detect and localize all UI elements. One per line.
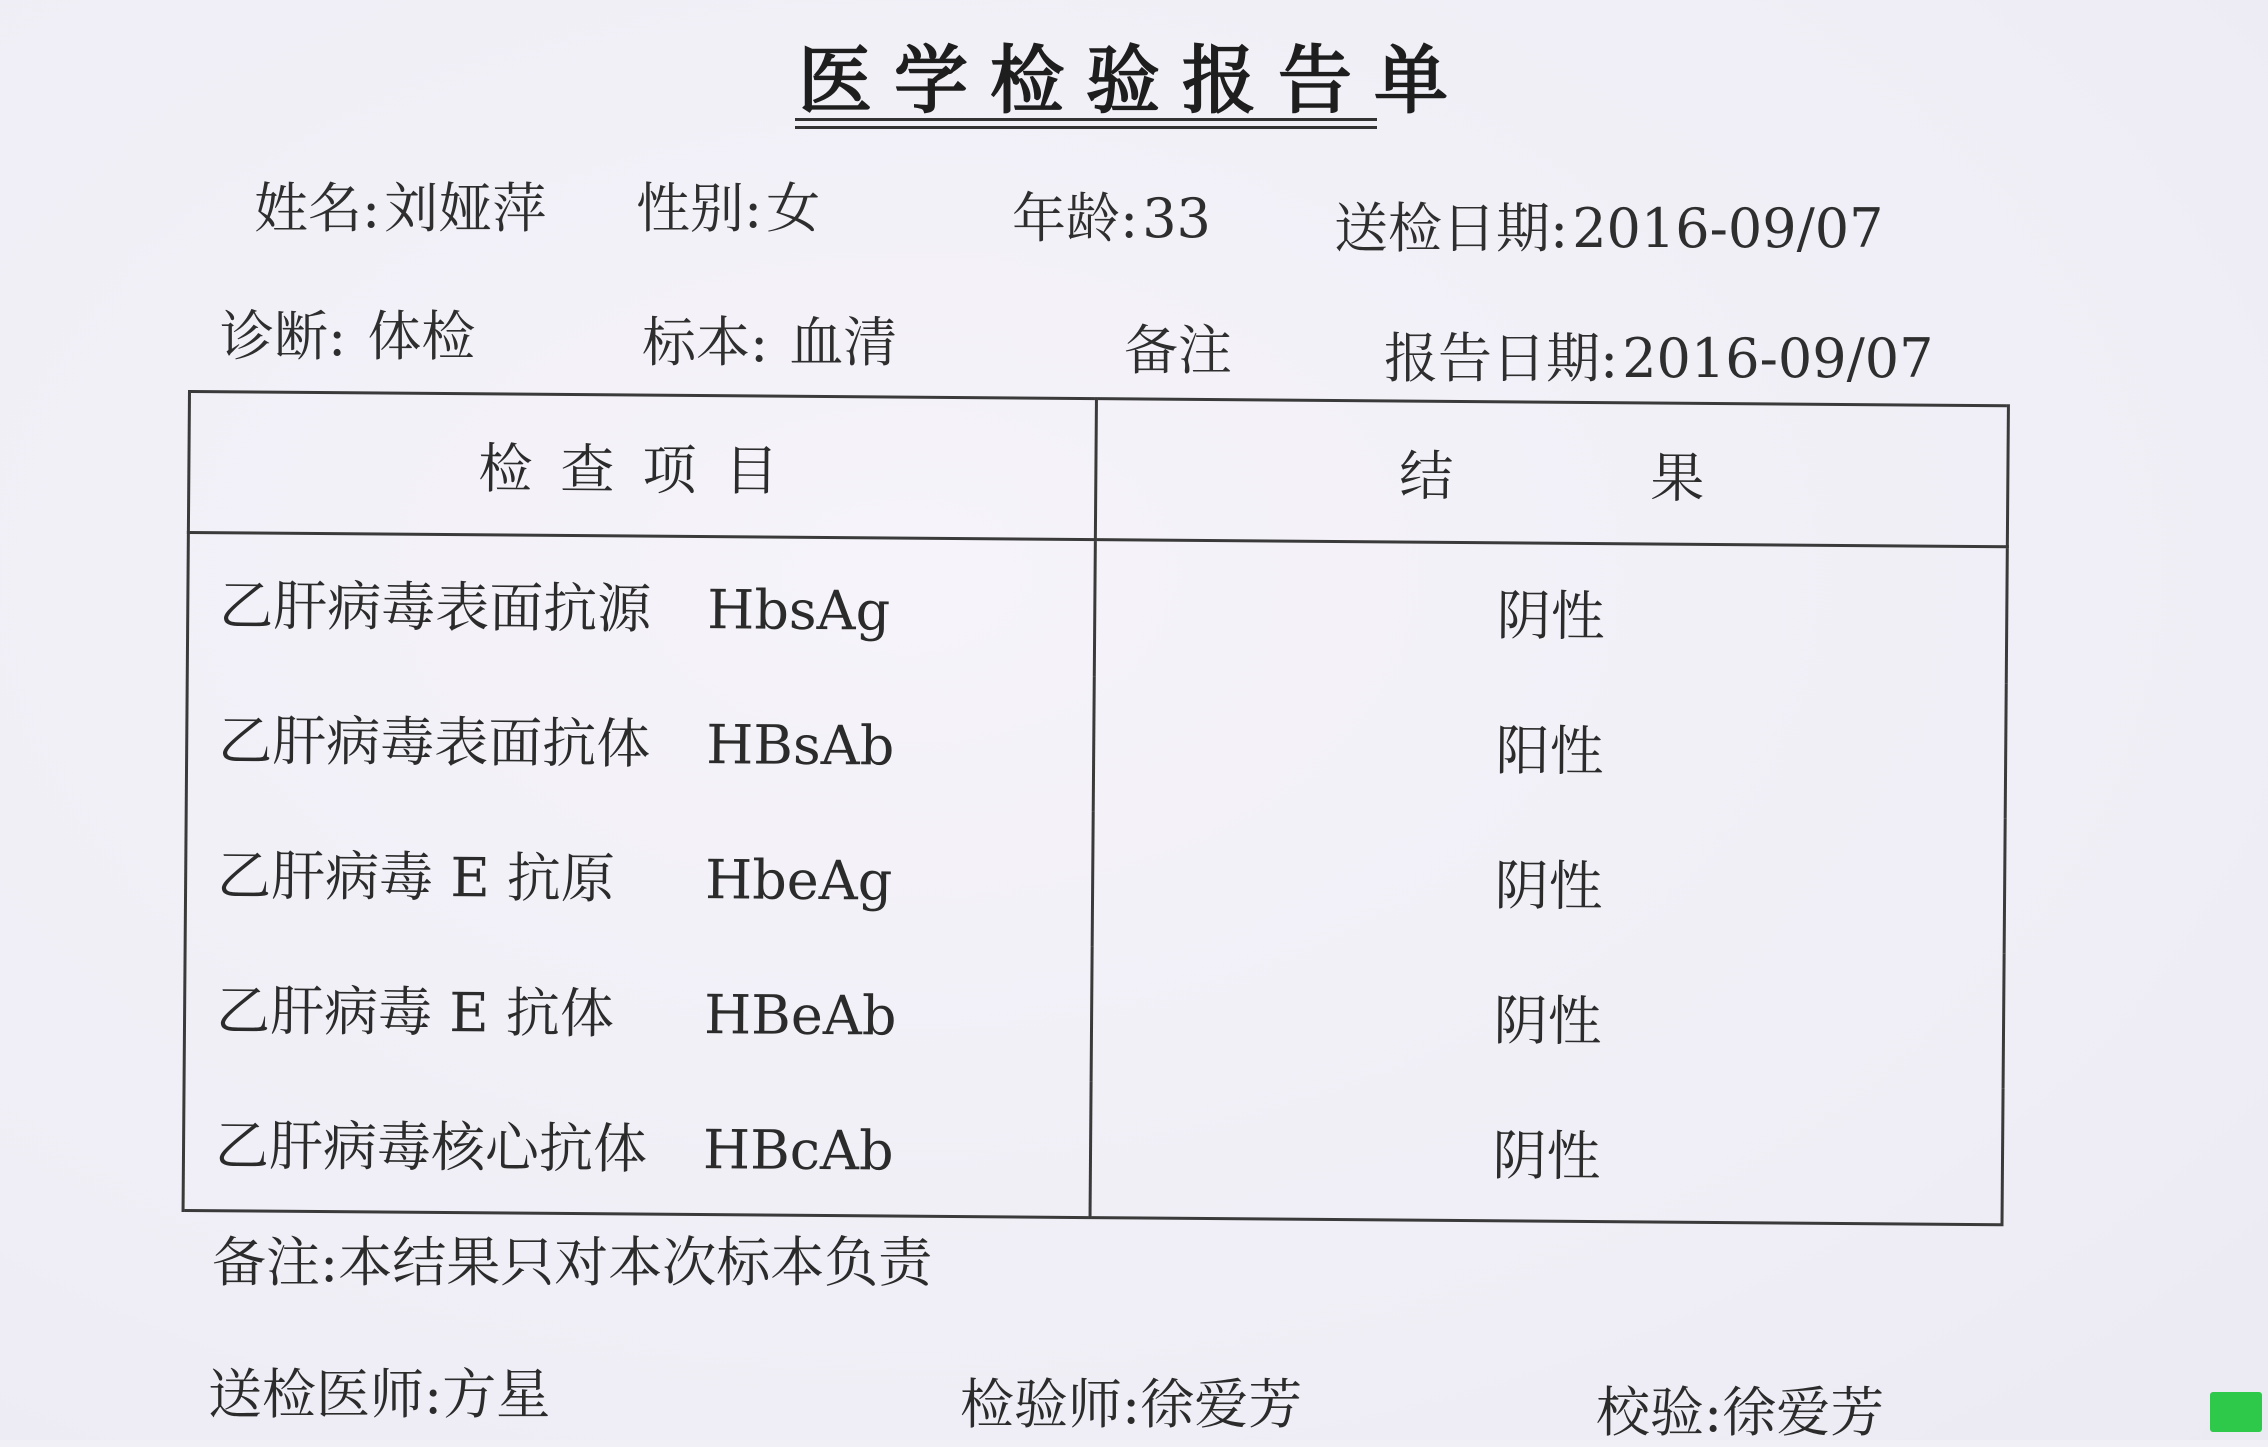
table-row (187, 533, 2007, 684)
age-field (1012, 176, 1211, 253)
doctor-name: 方星 (442, 1363, 551, 1426)
footer-note: 备注:本结果只对本次标本负责 (212, 1231, 933, 1294)
result-cell: 阴性 (1094, 540, 2007, 684)
diagnosis-label: 诊断: (220, 305, 347, 368)
report-date-value: 2016-09/07 (1622, 327, 1934, 390)
result-cell: 阳性 (1093, 676, 2006, 818)
diagnosis-field (220, 294, 475, 371)
header-result-label: 结 果 (1399, 444, 1705, 510)
examiner-name: 徐爱芳 (1140, 1373, 1303, 1436)
report-date-field (1384, 316, 1934, 393)
result-cell: 阴性 (1091, 946, 2004, 1088)
table-row (186, 669, 2006, 818)
item-cell (185, 804, 1093, 946)
specimen-field (642, 300, 897, 377)
title-underline-bottom (795, 126, 1377, 129)
report-date-label: 报告日期: (1384, 327, 1619, 390)
doctor-label: 送检医师: (208, 1363, 443, 1426)
title-underline-top (795, 118, 1377, 121)
item-name: 乙肝病毒表面抗体 (217, 709, 651, 776)
item-name: 乙肝病毒 E 抗体 (215, 979, 615, 1046)
age-label: 年龄: (1012, 187, 1139, 250)
send-date-label: 送检日期: (1334, 197, 1569, 260)
gender-label: 性别: (636, 177, 763, 240)
name-field (254, 166, 546, 243)
item-name: 乙肝病毒表面抗源 (219, 574, 652, 641)
send-date-field (1334, 186, 1884, 263)
specimen-value: 血清 (789, 311, 898, 374)
watermark-logo (2210, 1392, 2262, 1432)
send-date-value: 2016-09/07 (1572, 197, 1884, 260)
item-name: 乙肝病毒核心抗体 (214, 1114, 648, 1181)
doctor-signature (208, 1352, 550, 1429)
item-cell (187, 533, 1095, 677)
item-code: HBeAb (703, 983, 897, 1048)
checker-name: 徐爱芳 (1722, 1381, 1885, 1444)
table-row (185, 804, 2005, 953)
table-row (184, 939, 2004, 1088)
result-cell: 阴性 (1090, 1081, 2003, 1225)
name-label: 姓名: (254, 177, 381, 240)
examiner-label: 检验师: (960, 1373, 1141, 1436)
examiner-signature (960, 1362, 1302, 1439)
remark-label: 备注 (1124, 319, 1232, 382)
header-item-label: 检查项目 (478, 436, 807, 503)
header-result (1095, 399, 2008, 547)
item-cell (186, 669, 1094, 811)
table-header-row (188, 392, 2008, 547)
item-name: 乙肝病毒 E 抗原 (216, 844, 616, 911)
gender-value: 女 (766, 177, 821, 240)
checker-signature (1596, 1370, 1884, 1447)
item-code: HbsAg (707, 578, 891, 643)
item-code: HBsAb (705, 713, 895, 778)
checker-label: 校验: (1596, 1381, 1723, 1444)
header-item (188, 392, 1096, 540)
item-cell (184, 939, 1092, 1081)
age-value: 33 (1142, 187, 1211, 250)
report-title: 医学检验报告单 (798, 38, 1470, 124)
table-row (183, 1074, 2003, 1225)
specimen-label: 标本: (642, 311, 769, 374)
gender-field (636, 166, 820, 243)
diagnosis-value: 体检 (367, 305, 476, 368)
result-cell: 阴性 (1092, 811, 2005, 953)
name-value: 刘娅萍 (384, 177, 547, 240)
results-table (182, 390, 2010, 1226)
item-cell (183, 1074, 1091, 1218)
item-code: HbeAg (704, 848, 893, 913)
item-code: HBcAb (702, 1118, 894, 1183)
